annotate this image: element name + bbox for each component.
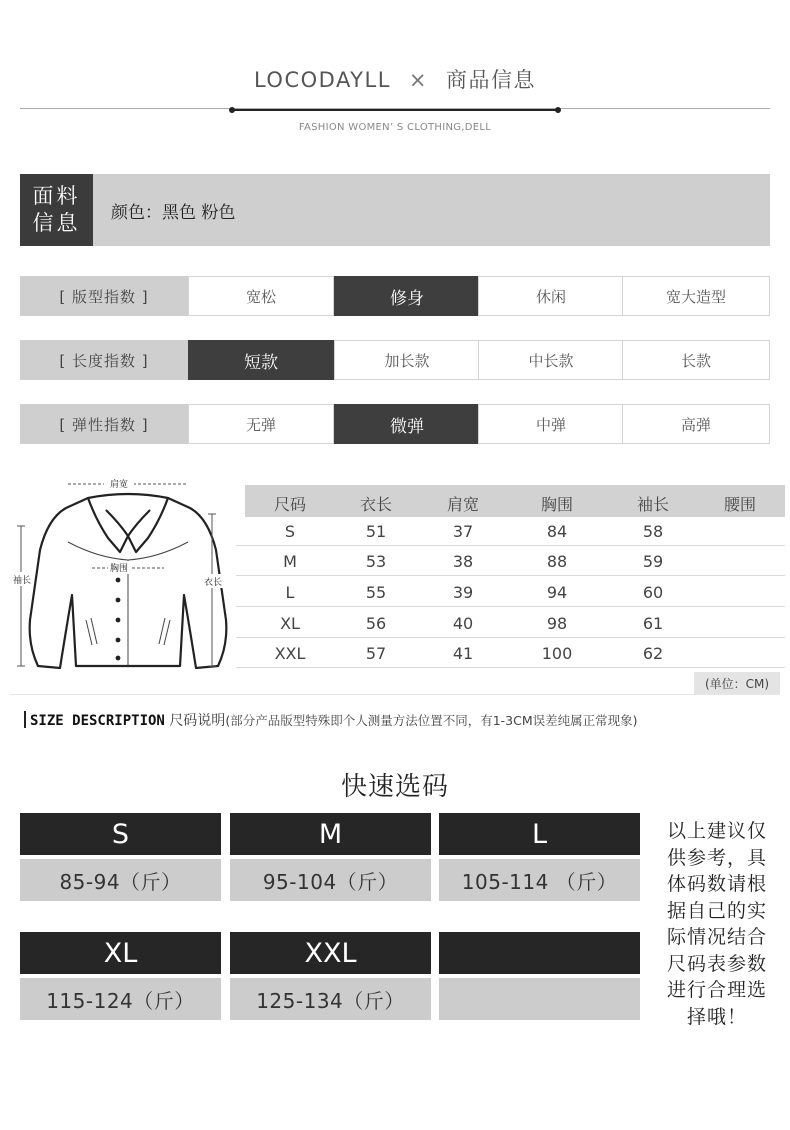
size-description-title-cn: 尺码说明 — [169, 713, 226, 729]
size-description-title-en: SIZE DESCRIPTION — [30, 713, 165, 729]
index-option: 加长款 — [334, 340, 480, 380]
quick-size-weight: 105-114 （斤） — [439, 859, 640, 901]
fabric-color-text: 颜色：黑色 粉色 — [111, 203, 236, 223]
index-option: 宽大造型 — [622, 276, 770, 316]
size-table-header-cell: 腰围 — [723, 495, 756, 514]
index-option: 中长款 — [478, 340, 624, 380]
index-label: [ 版型指数 ] — [20, 276, 188, 316]
table-row — [0, 614, 790, 636]
table-row — [0, 583, 790, 605]
quick-size-weight: 125-134（斤） — [230, 978, 431, 1020]
size-description-note: (部分产品版型特殊即个人测量方法位置不同，有1-3CM误差纯属正常现象) — [225, 713, 638, 728]
length-index-row — [20, 340, 770, 380]
table-row — [0, 522, 790, 544]
index-option: 高弹 — [622, 404, 770, 444]
index-option-selected: 修身 — [334, 276, 480, 316]
divider-dot-left — [229, 107, 235, 113]
body-length-label: 衣长 — [203, 578, 223, 588]
quick-size-weight: 85-94（斤） — [20, 859, 221, 901]
table-divider — [236, 545, 785, 546]
table-cell: 57 — [365, 644, 387, 663]
table-cell: 55 — [365, 583, 387, 602]
table-cell: 39 — [452, 583, 474, 602]
size-description — [24, 710, 638, 730]
index-option-selected: 微弹 — [334, 404, 480, 444]
table-divider — [236, 667, 785, 668]
header-subtitle: FASHION WOMEN’ S CLOTHING,DELL — [298, 122, 492, 133]
quick-size-label: XL — [20, 932, 221, 974]
index-option: 休闲 — [478, 276, 624, 316]
table-cell: 53 — [365, 552, 387, 571]
brand-header — [0, 64, 790, 94]
quick-size-label: XXL — [230, 932, 431, 974]
table-cell: 98 — [546, 614, 568, 633]
size-table-header-cell: 袖长 — [636, 495, 669, 514]
sleeve-length-label: 袖长 — [12, 576, 32, 586]
table-cell: 37 — [452, 522, 474, 541]
index-option: 长款 — [622, 340, 770, 380]
fit-index-row — [20, 276, 770, 316]
table-cell: 100 — [541, 644, 573, 663]
description-divider — [10, 694, 780, 695]
quick-size-label: M — [230, 813, 431, 855]
table-cell: XL — [280, 614, 300, 633]
quick-size-weight-empty — [439, 978, 640, 1020]
quick-size-label-empty — [439, 932, 640, 974]
table-cell: 40 — [452, 614, 474, 633]
table-cell: 58 — [642, 522, 664, 541]
table-divider — [236, 575, 785, 576]
size-table-header-cell: 衣长 — [359, 495, 392, 514]
table-cell: M — [283, 552, 297, 571]
quick-size-label: L — [439, 813, 640, 855]
fabric-label-line2: 信息 — [32, 211, 81, 235]
quick-size-weight: 95-104（斤） — [230, 859, 431, 901]
quick-size-weight: 115-124（斤） — [20, 978, 221, 1020]
elasticity-index-row — [20, 404, 770, 444]
quick-size-label: S — [20, 813, 221, 855]
table-divider — [236, 606, 785, 607]
table-cell: L — [285, 583, 295, 602]
index-option: 宽松 — [188, 276, 334, 316]
table-cell: 61 — [642, 614, 664, 633]
table-cell: 59 — [642, 552, 664, 571]
shoulder-width-label: 肩宽 — [109, 480, 129, 490]
header-divider-accent — [232, 109, 558, 111]
table-cell: 38 — [452, 552, 474, 571]
table-cell: S — [284, 522, 296, 541]
page-title: 商品信息 — [446, 68, 537, 92]
table-cell: XXL — [274, 644, 306, 663]
divider-dot-right — [555, 107, 561, 113]
unit-badge: (单位：CM) — [694, 672, 780, 694]
brand-name: LOCODAYLL — [253, 68, 391, 92]
table-row — [0, 644, 790, 666]
fabric-label-line1: 面料 — [32, 184, 81, 208]
table-cell: 84 — [546, 522, 568, 541]
quick-size-title: 快速选码 — [340, 772, 449, 802]
table-row — [0, 552, 790, 574]
chest-label: 胸围 — [109, 564, 129, 574]
size-table-header-cell: 肩宽 — [446, 495, 479, 514]
size-table-header-cell: 胸围 — [540, 495, 573, 514]
table-cell: 51 — [365, 522, 387, 541]
fabric-info-label — [20, 174, 93, 246]
description-marker — [24, 711, 26, 728]
brand-separator: × — [408, 68, 429, 92]
size-advice-note: 以上建议仅供参考，具体码数请根据自己的实际情况结合尺码表参数进行合理选择哦！ — [666, 820, 767, 1028]
table-cell: 88 — [546, 552, 568, 571]
table-cell: 41 — [452, 644, 474, 663]
index-label: [ 弹性指数 ] — [20, 404, 188, 444]
index-option: 中弹 — [478, 404, 624, 444]
index-label: [ 长度指数 ] — [20, 340, 188, 380]
index-option: 无弹 — [188, 404, 334, 444]
table-cell: 62 — [642, 644, 664, 663]
size-table-header-cell: 尺码 — [273, 495, 306, 514]
index-option-selected: 短款 — [188, 340, 334, 380]
table-cell: 60 — [642, 583, 664, 602]
table-cell: 56 — [365, 614, 387, 633]
table-cell: 94 — [546, 583, 568, 602]
table-divider — [236, 637, 785, 638]
